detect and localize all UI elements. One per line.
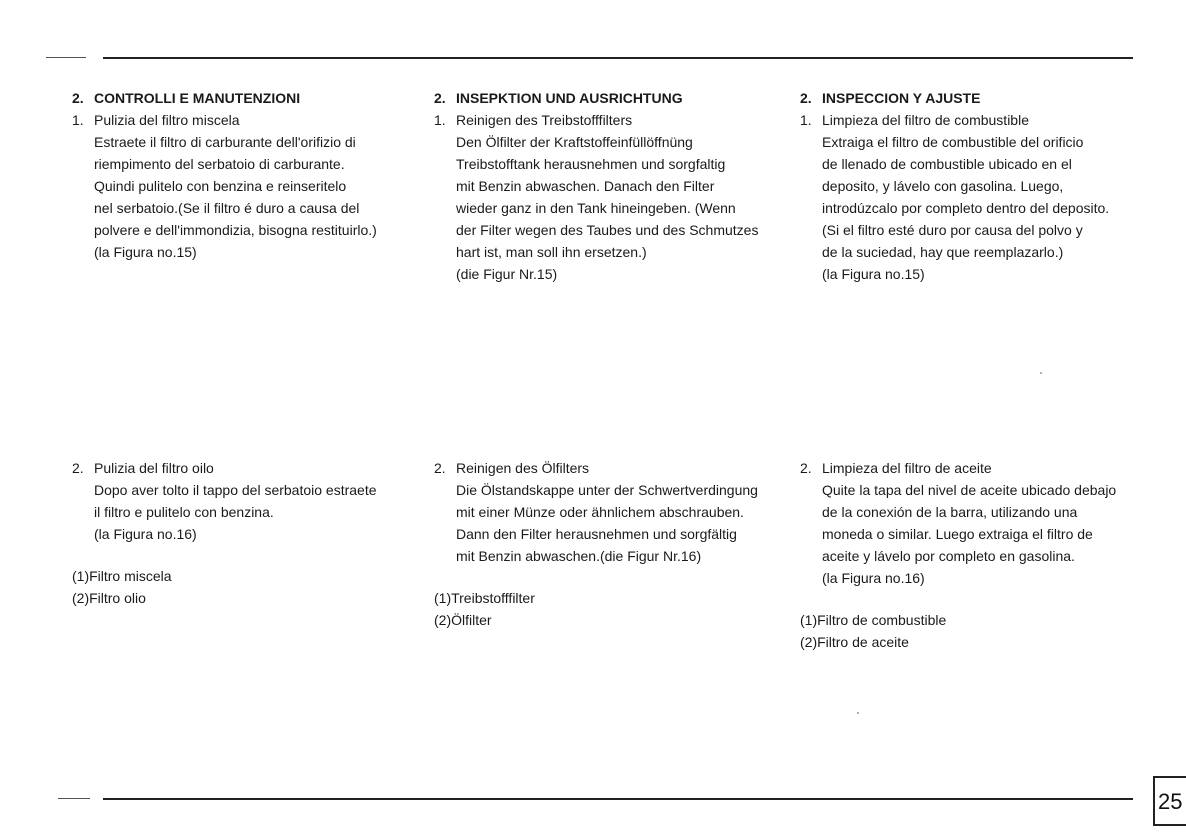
section-heading: 2. INSEPKTION UND AUSRICHTUNG (434, 90, 683, 106)
item-body: Den Ölfilter der Kraftstoffeinfüllöffnüng Treibstofftank herausnehmen und sorgfaltig mit Benzin abwaschen. Danach den Filter wieder ganz in den Tank hineingeben. (Wenn der Filter wegen des Taubes und des Schmutzes hart ist, man soll ihn ersetzen.) (die Figur Nr.15) (456, 134, 759, 282)
parts-legend: (1)Filtro miscela (2)Filtro olio (72, 568, 172, 606)
section-top-it (72, 87, 412, 263)
section-heading: 2. INSPECCION Y AJUSTE (800, 90, 981, 106)
item-body: Dopo aver tolto il tappo del serbatoio estraete il filtro e pulitelo con benzina. (la Figura no.16) (94, 482, 377, 542)
item-body: Quite la tapa del nivel de aceite ubicado debajo de la conexión de la barra, utilizando una moneda o similar. Luego extraiga el filtro de aceite y lávelo por completo en gasolina. (la Figura no.16) (822, 482, 1117, 586)
scan-speck (857, 712, 859, 714)
item-body: Estraete il filtro di carburante dell'orifizio di riempimento del serbatoio di carburante. Quindi pulitelo con benzina e reinseritelo nel serbatoio.(Se il filtro é duro a causa del polvere e dell'immondizia, bisogna restituirlo.) (la Figura no.15) (94, 134, 377, 260)
item-title: 2. Reinigen des Ölfilters (434, 460, 590, 476)
scan-speck (1040, 372, 1042, 374)
item-title: 1. Limpieza del filtro de combustible (800, 112, 1029, 128)
item-title: 2. Pulizia del filtro oilo (72, 460, 214, 476)
section-low-es (800, 457, 1140, 653)
section-low-de (434, 457, 774, 631)
section-heading: 2. CONTROLLI E MANUTENZIONI (72, 90, 301, 106)
footer-rule (103, 798, 1133, 800)
parts-legend: (1)Treibstofffilter (2)Ölfilter (434, 590, 535, 628)
item-title: 1. Reinigen des Treibstofffilters (434, 112, 633, 128)
item-body: Extraiga el filtro de combustible del orificio de llenado de combustible ubicado en el deposito, y lávelo con gasolina. Luego, introdúzcalo por completo dentro del deposito. (Si el filtro esté duro por causa del polvo y de la suciedad, hay que reemplazarlo.) (la Figura no.15) (822, 134, 1110, 282)
item-title: 2. Limpieza del filtro de aceite (800, 460, 992, 476)
parts-legend: (1)Filtro de combustible (2)Filtro de aceite (800, 612, 947, 650)
section-low-it (72, 457, 412, 609)
item-body: Die Ölstandskappe unter der Schwertverdingung mit einer Münze oder ähnlichem abschrauben. Dann den Filter herausnehmen und sorgfältig mit Benzin abwaschen.(die Figur Nr.16) (456, 482, 758, 564)
page-number: 25 (1153, 776, 1186, 826)
header-rule (103, 57, 1133, 59)
section-top-es (800, 87, 1140, 285)
item-title: 1. Pulizia del filtro miscela (72, 112, 240, 128)
section-top-de (434, 87, 774, 285)
footer-rule-short (58, 798, 90, 799)
header-rule-short (46, 57, 86, 58)
